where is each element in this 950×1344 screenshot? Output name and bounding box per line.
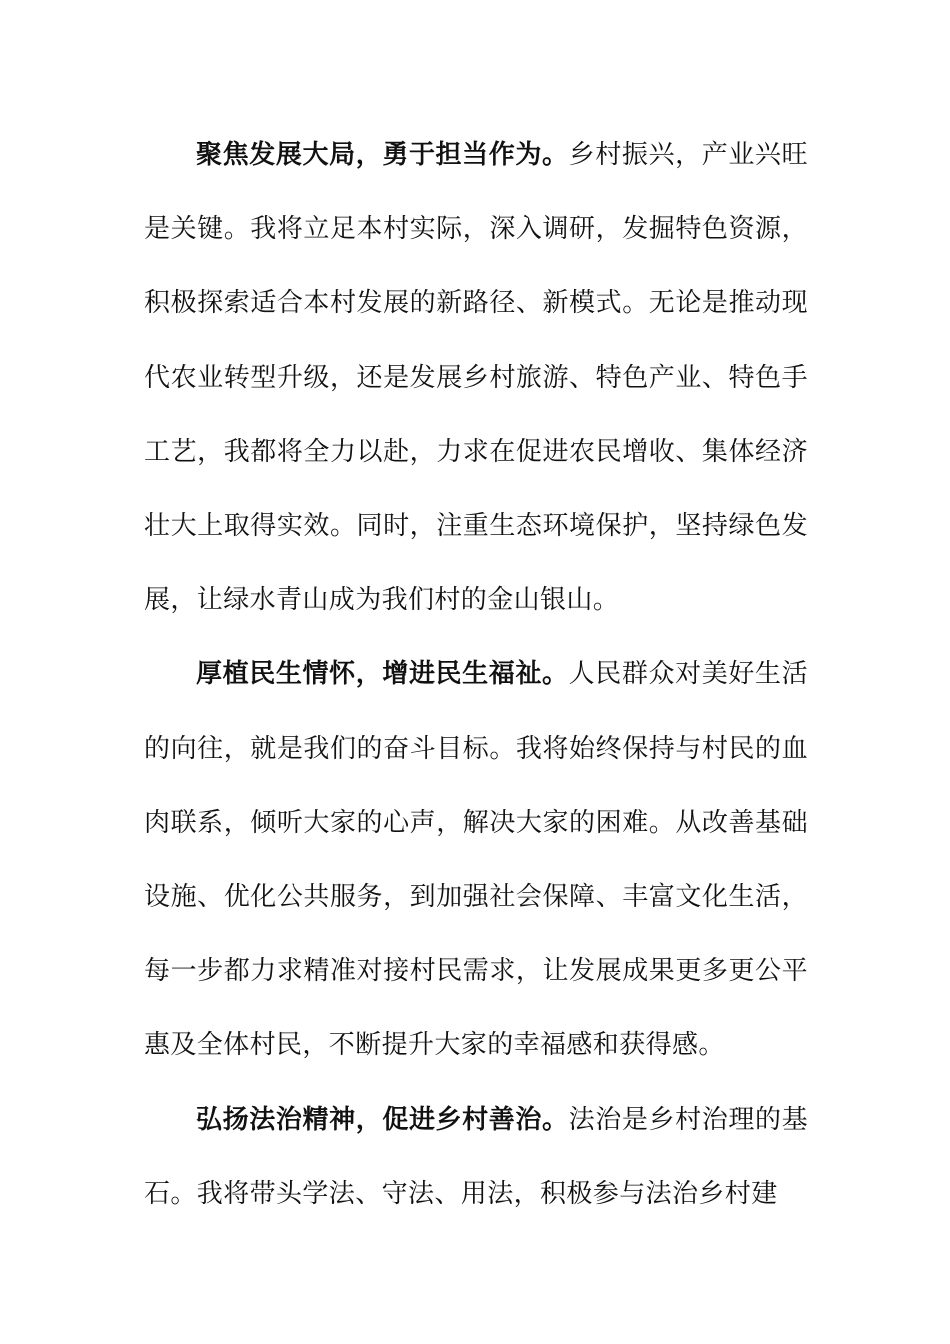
- paragraph-rule-of-law: [144, 1083, 808, 1231]
- paragraph-text: 人民群众对美好生活的向往，就是我们的奋斗目标。我将始终保持与村民的血肉联系，倾听大家的心声，解决大家的困难。从改善基础设施、优化公共服务，到加强社会保障、丰富文化生活，每一步都力求精准对接村民需求，让发展成果更多更公平惠及全体村民，不断提升大家的幸福感和获得感。: [144, 659, 808, 1061]
- paragraph-heading: 聚焦发展大局，勇于担当作为。: [196, 140, 569, 170]
- paragraph-heading: 厚植民生情怀，增进民生福祉。: [196, 659, 569, 690]
- paragraph-development: [144, 118, 808, 637]
- document-body: [144, 118, 808, 1231]
- paragraph-livelihood: [144, 637, 808, 1082]
- paragraph-text: 法治是乡村治理的基石。我将带头学法、守法、用法，积极参与法治乡村建: [144, 1104, 808, 1209]
- paragraph-text: 乡村振兴，产业兴旺是关键。我将立足本村实际，深入调研，发掘特色资源，积极探索适合本村发展的新路径、新模式。无论是推动现代农业转型升级，还是发展乡村旅游、特色产业、特色手工艺，我都将全力以赴，力求在促进农民增收、集体经济壮大上取得实效。同时，注重生态环境保护，坚持绿色发展，让绿水青山成为我们村的金山银山。: [144, 140, 808, 616]
- paragraph-heading: 弘扬法治精神，促进乡村善治。: [196, 1104, 569, 1135]
